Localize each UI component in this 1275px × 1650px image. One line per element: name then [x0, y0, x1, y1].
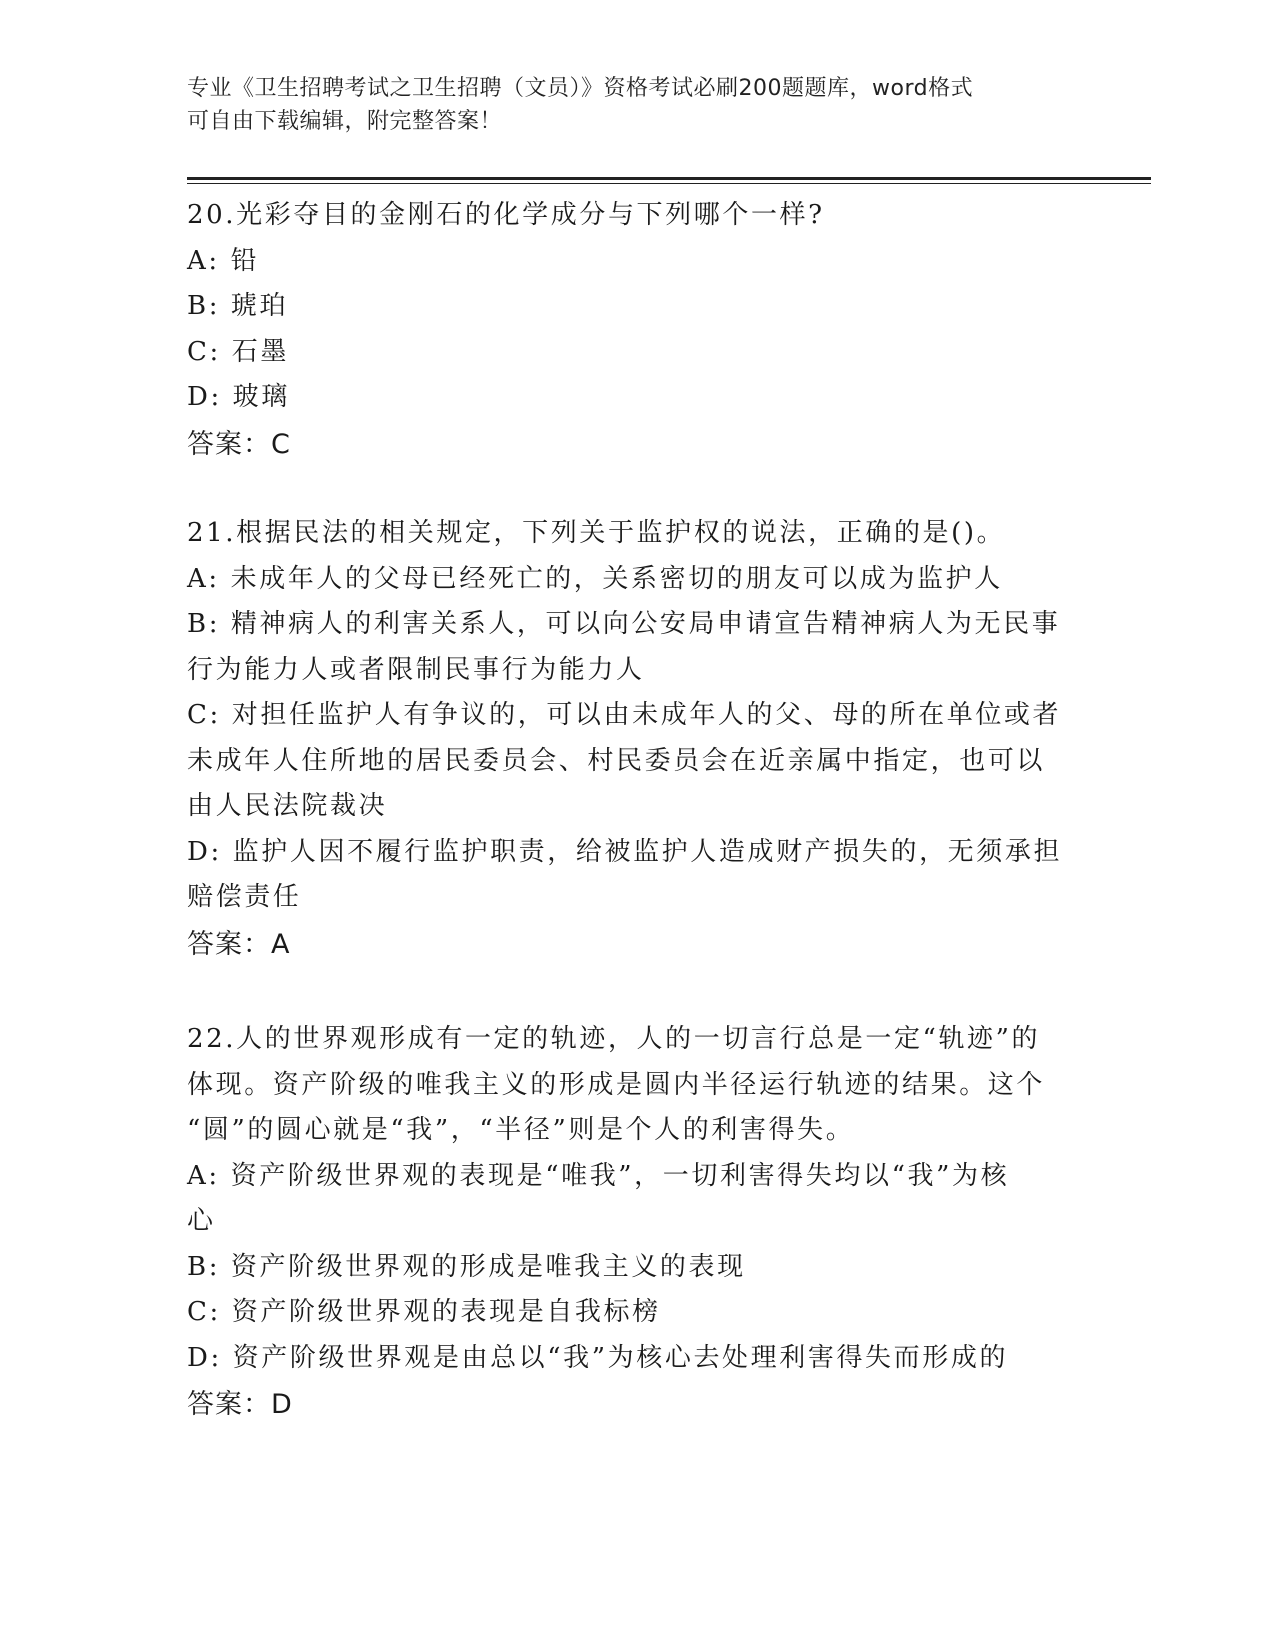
question-stem-cont: “圆”的圆心就是“我”，“半径”则是个人的利害得失。	[187, 1115, 855, 1145]
header-line-1: 专业《卫生招聘考试之卫生招聘（文员）》资格考试必刷200题题库，word格式	[187, 76, 974, 101]
header-rule-thick	[187, 177, 1151, 180]
option-b: B: 精神病人的利害关系人，可以向公安局申请宣告精神病人为无民事 行为能力人或者限制民事行为能力人	[187, 609, 1061, 685]
question-21	[187, 511, 1087, 967]
question-22	[187, 1017, 1087, 1428]
option-c: C: 对担任监护人有争议的，可以由未成年人的父、母的所在单位或者 未成年人住所地的居民委员会、村民委员会在近亲属中指定，也可以 由人民法院裁决	[187, 700, 1062, 821]
option-d: D: 玻璃	[187, 382, 290, 412]
header-line-2: 可自由下载编辑，附完整答案！	[187, 109, 503, 134]
question-stem: 21.根据民法的相关规定，下列关于监护权的说法，正确的是()。	[187, 518, 1006, 548]
question-stem: 20.光彩夺目的金刚石的化学成分与下列哪个一样?	[187, 200, 825, 230]
option-d: D: 监护人因不履行监护职责，给被监护人造成财产损失的，无须承担 赔偿责任	[187, 836, 1063, 912]
option-a: A: 未成年人的父母已经死亡的，关系密切的朋友可以成为监护人	[187, 563, 1003, 594]
document-header	[187, 72, 1067, 138]
answer-label: 答案：A	[187, 928, 291, 960]
answer-label: 答案：D	[187, 1389, 293, 1420]
question-stem: 22.人的世界观形成有一定的轨迹，人的一切言行总是一定“轨迹”的	[187, 1024, 1041, 1054]
option-b: B: 资产阶级世界观的形成是唯我主义的表现	[187, 1251, 746, 1282]
question-list	[187, 193, 1087, 1472]
option-d: D: 资产阶级世界观是由总以“我”为核心去处理利害得失而形成的	[187, 1342, 1009, 1373]
option-a: A: 资产阶级世界观的表现是“唯我”，一切利害得失均以“我”为核 心	[187, 1160, 1010, 1236]
question-20	[187, 193, 1087, 467]
header-rule-thin	[187, 183, 1151, 184]
answer-label: 答案：C	[187, 428, 291, 460]
option-b: B: 琥珀	[187, 291, 289, 321]
option-a: A: 铅	[187, 245, 260, 276]
option-c: C: 资产阶级世界观的表现是自我标榜	[187, 1297, 661, 1327]
option-c: C: 石墨	[187, 336, 289, 367]
question-stem-cont: 体现。资产阶级的唯我主义的形成是圆内半径运行轨迹的结果。这个	[187, 1069, 1046, 1100]
